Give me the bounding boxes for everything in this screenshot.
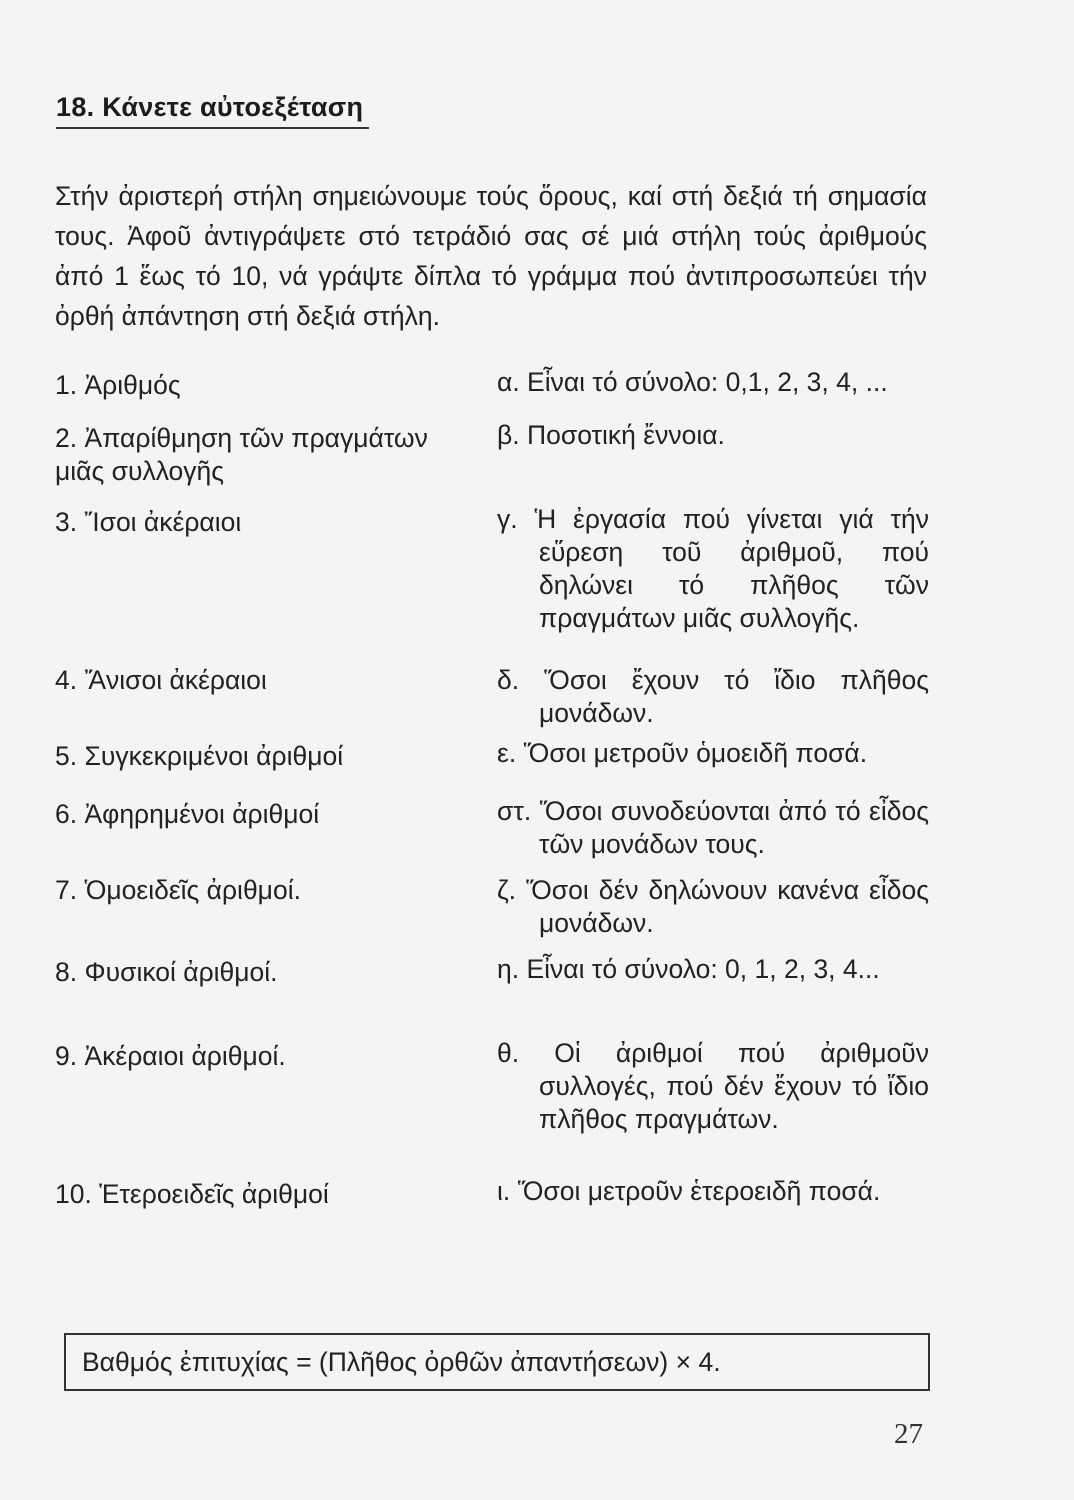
term-item: 10. Ἑτεροειδεῖς ἀριθμοί	[55, 1179, 329, 1209]
term-item: 6. Ἀφηρημένοι ἀριθμοί	[55, 799, 320, 829]
definition-item: ζ. Ὅσοι δέν δηλώνουν κανένα εἶδος μονάδων.	[497, 875, 929, 938]
definition-item: δ. Ὅσοι ἔχουν τό ἴδιο πλῆθος μονάδων.	[497, 665, 929, 728]
term-item: 3. Ἴσοι ἀκέραιοι	[55, 507, 242, 537]
definition-item: στ. Ὅσοι συνοδεύονται ἀπό τό εἶδος τῶν μονάδων τους.	[497, 796, 929, 859]
definition-item: ι. Ὅσοι μετροῦν ἑτεροειδῆ ποσά.	[497, 1176, 881, 1206]
term-item: 8. Φυσικοί ἀριθμοί.	[55, 957, 278, 987]
definition-item: β. Ποσοτική ἔννοια.	[497, 420, 725, 450]
term-item: 2. Ἀπαρίθμηση τῶν πραγμάτων μιᾶς συλλογῆς	[55, 423, 428, 486]
term-item: 5. Συγκεκριμένοι ἀριθμοί	[55, 741, 344, 771]
definition-item: γ. Ἡ ἐργασία πού γίνεται γιά τήν εὕρεση τοῦ ἀριθμοῦ, πού δηλώνει τό πλῆθος τῶν πραγμάτων μιᾶς συλλογῆς.	[497, 504, 929, 633]
exercise-instructions: Στήν ἀριστερή στήλη σημειώνουμε τούς ὅρους, καί στή δεξιά τή σημασία τους. Ἀφοῦ ἀντιγράψετε στό τετράδιό σας σέ μιά στήλη τούς ἀριθμούς ἀπό 1 ἕως τό 10, νά γράψτε δίπλα τό γράμμα πού ἀντιπροσωπεύει τήν ὀρθή ἀπάντηση στή δεξιά στήλη.	[55, 181, 927, 331]
exercise-heading: 18. Κάνετε αὐτοεξέταση	[56, 92, 369, 129]
term-item: 9. Ἀκέραιοι ἀριθμοί.	[55, 1041, 286, 1071]
score-formula-box: Βαθμός ἐπιτυχίας = (Πλῆθος ὀρθῶν ἀπαντήσεων) × 4.	[64, 1333, 930, 1391]
term-item: 7. Ὁμοειδεῖς ἀριθμοί.	[55, 875, 301, 905]
definition-item: η. Εἶναι τό σύνολο: 0, 1, 2, 3, 4...	[497, 954, 880, 984]
term-item: 1. Ἀριθμός	[55, 370, 181, 400]
term-item: 4. Ἄνισοι ἀκέραιοι	[55, 665, 267, 695]
definition-item: ε. Ὅσοι μετροῦν ὁμοειδῆ ποσά.	[497, 738, 868, 768]
definition-item: θ. Οἱ ἀριθμοί πού ἀριθμοῦν συλλογές, πού δέν ἔχουν τό ἴδιο πλῆθος πραγμάτων.	[497, 1038, 929, 1134]
page-number: 27	[894, 1418, 923, 1450]
definition-item: α. Εἶναι τό σύνολο: 0,1, 2, 3, 4, ...	[497, 367, 888, 397]
